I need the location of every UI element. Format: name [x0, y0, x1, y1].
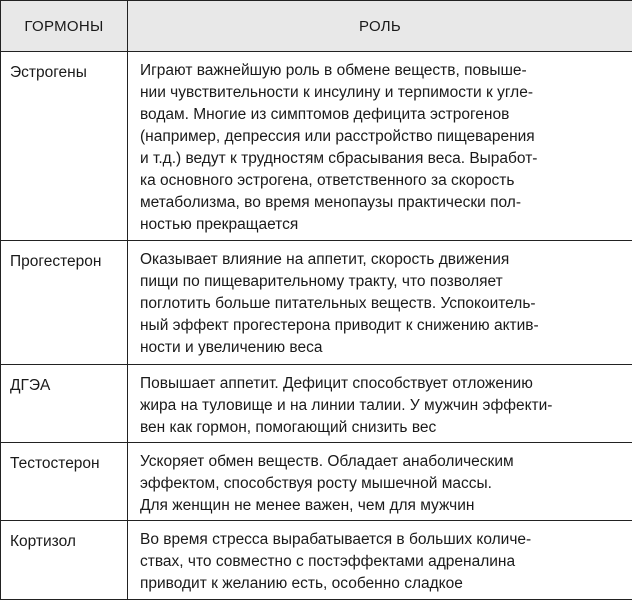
- role-line: Во время стресса вырабатывается в больших количе-: [140, 529, 624, 551]
- table-row: [1, 521, 632, 600]
- role-line: Оказывает влияние на аппетит, скорость движения: [140, 249, 624, 271]
- role-line: пищи по пищеварительному тракту, что позволяет: [140, 271, 624, 293]
- role-line: поглотить больше питательных веществ. Успокоитель-: [140, 293, 624, 315]
- column-header-role: РОЛЬ: [128, 1, 632, 52]
- table-header-row: [1, 1, 632, 52]
- table-row: [1, 52, 632, 241]
- role-line: приводит к желанию есть, особенно сладкое: [140, 573, 624, 595]
- hormone-name: Прогестерон: [1, 241, 128, 365]
- role-line: ный эффект прогестерона приводит к снижению актив-: [140, 315, 624, 337]
- role-line: эффектом, способствуя росту мышечной массы.: [140, 473, 624, 495]
- role-line: ностью прекращается: [140, 214, 624, 236]
- hormone-role: [128, 443, 632, 521]
- hormone-role: [128, 365, 632, 443]
- role-line: жира на туловище и на линии талии. У мужчин эффекти-: [140, 395, 624, 417]
- role-line: нии чувствительности к инсулину и терпимости к угле-: [140, 82, 624, 104]
- role-line: Повышает аппетит. Дефицит способствует отложению: [140, 373, 624, 395]
- hormone-role: [128, 52, 632, 241]
- role-line: ствах, что совместно с постэффектами адреналина: [140, 551, 624, 573]
- hormone-name: Кортизол: [1, 521, 128, 600]
- role-line: ности и увеличению веса: [140, 337, 624, 359]
- role-line: водам. Многие из симптомов дефицита эстрогенов: [140, 104, 624, 126]
- column-header-hormones: ГОРМОНЫ: [1, 1, 128, 52]
- hormone-name: Тестостерон: [1, 443, 128, 521]
- hormone-role: [128, 521, 632, 600]
- role-line: Для женщин не менее важен, чем для мужчин: [140, 495, 624, 517]
- role-line: (например, депрессия или расстройство пищеварения: [140, 126, 624, 148]
- hormone-role: [128, 241, 632, 365]
- role-line: и т.д.) ведут к трудностям сбрасывания веса. Выработ-: [140, 148, 624, 170]
- role-line: Играют важнейшую роль в обмене веществ, повыше-: [140, 60, 624, 82]
- role-line: Ускоряет обмен веществ. Обладает анаболическим: [140, 451, 624, 473]
- role-line: ка основного эстрогена, ответственного за скорость: [140, 170, 624, 192]
- table-row: [1, 443, 632, 521]
- role-line: метаболизма, во время менопаузы практически пол-: [140, 192, 624, 214]
- table-row: [1, 241, 632, 365]
- role-line: вен как гормон, помогающий снизить вес: [140, 417, 624, 439]
- hormone-name: Эстрогены: [1, 52, 128, 241]
- hormone-name: ДГЭА: [1, 365, 128, 443]
- table-row: [1, 365, 632, 443]
